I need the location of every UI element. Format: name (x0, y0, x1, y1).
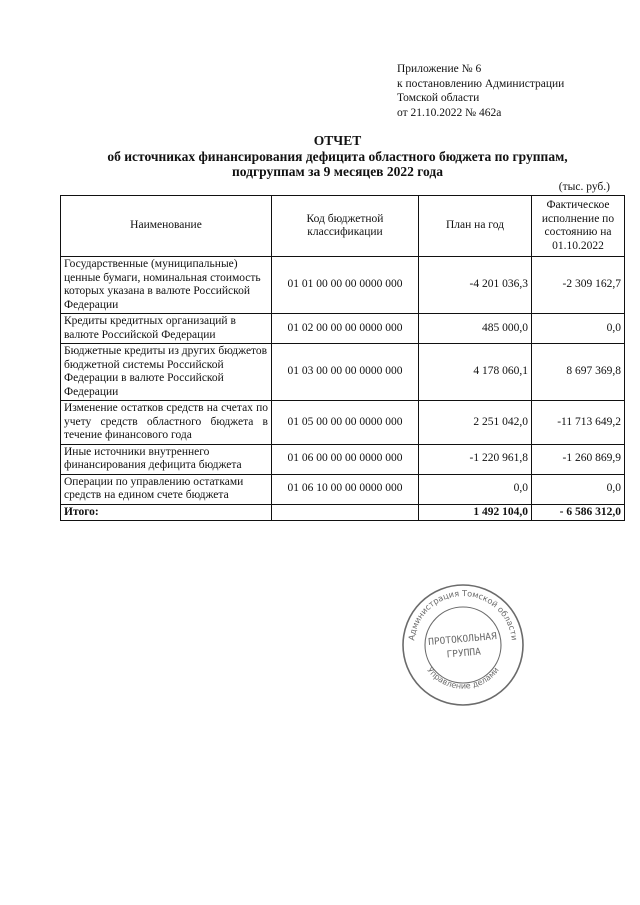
row-fact: 8 697 369,8 (532, 344, 625, 401)
row-fact: 0,0 (532, 474, 625, 504)
annex-line-2: к постановлению Администрации (397, 77, 565, 90)
annex-line-1: Приложение № 6 (397, 63, 482, 75)
stamp-center-line-2: ГРУППА (446, 646, 482, 661)
report-table (60, 195, 625, 521)
row-plan: -4 201 036,3 (419, 257, 532, 314)
table-row (61, 314, 625, 344)
row-name: Государственные (муниципальные) ценные бумаги, номинальная стоимость которых указана в валюте Российской Федерации (61, 257, 272, 314)
annex-line-4: от 21.10.2022 № 462а (397, 106, 502, 119)
title-line-2: об источниках финансирования дефицита областного бюджета по группам, (107, 148, 568, 164)
row-plan: 2 251 042,0 (419, 401, 532, 445)
row-code: 01 01 00 00 00 0000 000 (272, 257, 419, 314)
row-fact: -1 260 869,9 (532, 444, 625, 474)
total-fact: - 6 586 312,0 (532, 504, 625, 521)
row-code: 01 02 00 00 00 0000 000 (272, 314, 419, 344)
unit-label: (тыс. руб.) (558, 181, 610, 193)
row-code: 01 05 00 00 00 0000 000 (272, 401, 419, 445)
table-row (61, 474, 625, 504)
row-name: Изменение остатков средств на счетах по учету средств областного бюджета в течение финансового года (61, 401, 272, 445)
header-name: Наименование (61, 196, 272, 257)
table-row (61, 344, 625, 401)
table-row (61, 401, 625, 445)
total-plan: 1 492 104,0 (419, 504, 532, 521)
row-code: 01 06 00 00 00 0000 000 (272, 444, 419, 474)
row-name: Иные источники внутреннего финансирования дефицита бюджета (61, 444, 272, 474)
row-code: 01 03 00 00 00 0000 000 (272, 344, 419, 401)
row-name: Бюджетные кредиты из других бюджетов бюджетной системы Российской Федерации в валюте Российской Федерации (61, 344, 272, 401)
stamp-ring-top-text: Администрация Томской области (406, 587, 520, 642)
official-stamp (400, 582, 526, 708)
table-row (61, 257, 625, 314)
row-plan: 0,0 (419, 474, 532, 504)
total-code-empty (272, 504, 419, 521)
annex-line-3: Томской области (397, 92, 480, 104)
report-title (60, 133, 615, 180)
row-fact: -11 713 649,2 (532, 401, 625, 445)
table-row (61, 444, 625, 474)
stamp-ring-bottom-text: Управление делами (425, 665, 501, 691)
row-fact: 0,0 (532, 314, 625, 344)
total-label: Итого: (61, 504, 272, 521)
header-code: Код бюджетной классификации (272, 196, 419, 257)
stamp-center-line-1: ПРОТОКОЛЬНАЯ (427, 631, 498, 648)
title-line-1: ОТЧЕТ (313, 133, 362, 148)
title-line-3: подгруппам за 9 месяцев 2022 года (232, 164, 443, 179)
row-plan: 4 178 060,1 (419, 344, 532, 401)
annex-block (397, 62, 564, 120)
row-fact: -2 309 162,7 (532, 257, 625, 314)
row-plan: 485 000,0 (419, 314, 532, 344)
row-name: Кредиты кредитных организаций в валюте Российской Федерации (61, 314, 272, 344)
row-plan: -1 220 961,8 (419, 444, 532, 474)
table-header-row (61, 196, 625, 257)
total-row (61, 504, 625, 521)
row-name: Операции по управлению остатками средств на едином счете бюджета (61, 474, 272, 504)
row-code: 01 06 10 00 00 0000 000 (272, 474, 419, 504)
header-fact: Фактическое исполнение по состоянию на 01.10.2022 (532, 196, 625, 257)
header-plan: План на год (419, 196, 532, 257)
